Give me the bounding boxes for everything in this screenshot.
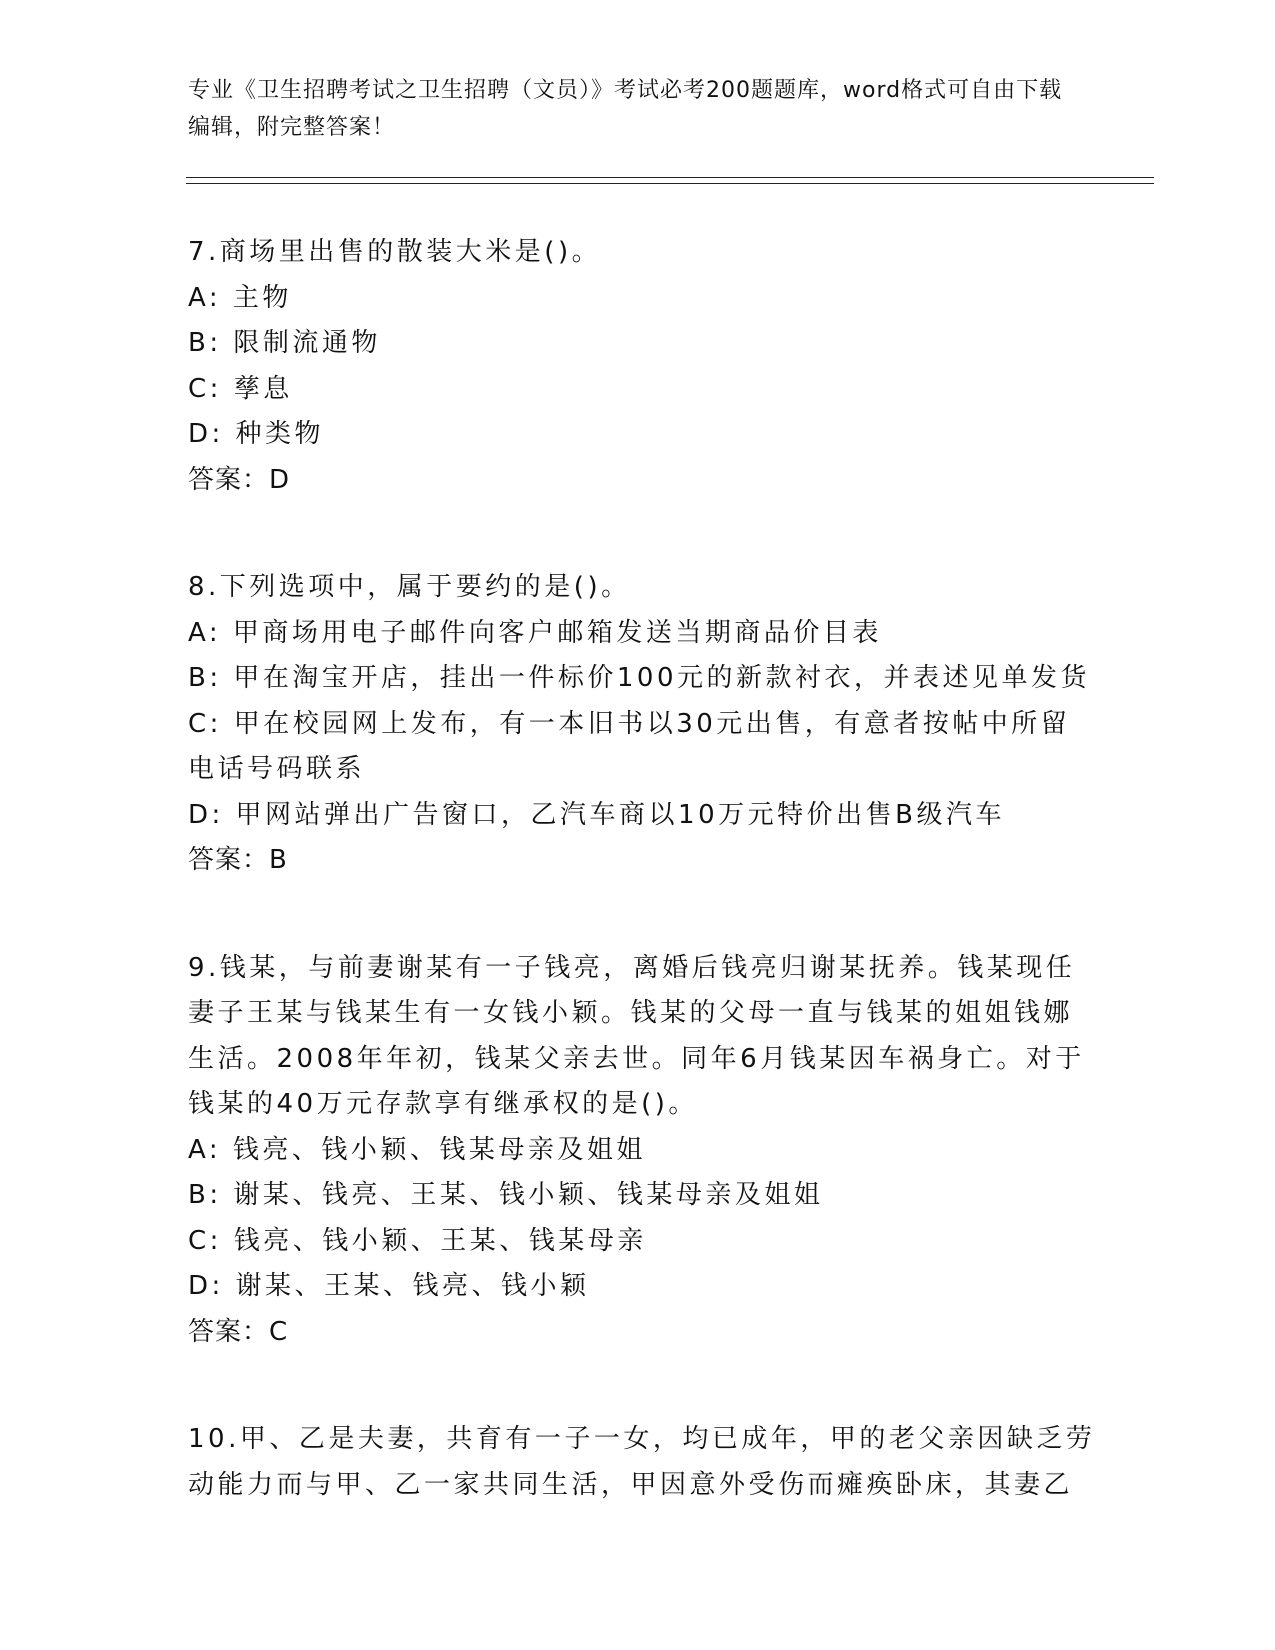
page-header xyxy=(188,72,1068,146)
answer: 答案：B xyxy=(188,845,288,875)
answer: 答案：D xyxy=(188,464,291,495)
option-c-continued: 电话号码联系 xyxy=(188,754,366,784)
question-stem-line: 9.钱某，与前妻谢某有一子钱亮，离婚后钱亮归谢某抚养。钱某现任 xyxy=(188,952,1076,983)
question-stem: 7.商场里出售的散装大米是()。 xyxy=(188,237,602,267)
answer: 答案：C xyxy=(188,1316,289,1347)
question-stem-line: 动能力而与甲、乙一家共同生活，甲因意外受伤而瘫痪卧床，其妻乙 xyxy=(188,1469,1074,1500)
option-a: A: 钱亮、钱小颖、钱某母亲及姐姐 xyxy=(188,1134,646,1165)
option-c: C: 钱亮、钱小颖、王某、钱某母亲 xyxy=(188,1225,647,1256)
option-b: B: 谢某、钱亮、王某、钱小颖、钱某母亲及姐姐 xyxy=(188,1180,824,1210)
header-divider-top xyxy=(186,177,1154,178)
option-a: A: 甲商场用电子邮件向客户邮箱发送当期商品价目表 xyxy=(188,617,882,648)
header-divider-bottom xyxy=(186,183,1154,184)
option-a: A: 主物 xyxy=(188,282,292,313)
header-text: 专业《卫生招聘考试之卫生招聘（文员）》考试必考200题题库，word格式可自由下载编辑，附完整答案！ xyxy=(188,78,1063,140)
question-8 xyxy=(188,565,1091,884)
question-stem-line: 妻子王某与钱某生有一女钱小颖。钱某的父母一直与钱某的姐姐钱娜 xyxy=(188,998,1074,1028)
option-b: B: 甲在淘宝开店，挂出一件标价100元的新款衬衣，并表述见单发货 xyxy=(188,663,1091,693)
option-d: D: 谢某、王某、钱亮、钱小颖 xyxy=(188,1271,590,1301)
option-d: D: 种类物 xyxy=(188,419,325,449)
option-c: C: 甲在校园网上发布，有一本旧书以30元出售，有意者按帖中所留 xyxy=(188,708,1071,739)
question-7 xyxy=(188,230,1088,503)
question-10 xyxy=(188,1417,1096,1508)
option-b: B: 限制流通物 xyxy=(188,328,381,358)
question-9 xyxy=(188,946,1088,1356)
question-stem-line: 钱某的40万元存款享有继承权的是()。 xyxy=(188,1089,698,1119)
option-d: D: 甲网站弹出广告窗口，乙汽车商以10万元特价出售B级汽车 xyxy=(188,799,1005,830)
question-list xyxy=(188,230,1096,1570)
question-stem-line: 生活。2008年年初，钱某父亲去世。同年6月钱某因车祸身亡。对于 xyxy=(188,1043,1085,1074)
option-c: C: 孳息 xyxy=(188,373,293,404)
question-stem: 8.下列选项中，属于要约的是()。 xyxy=(188,572,631,602)
question-stem-line: 10.甲、乙是夫妻，共育有一子一女，均已成年，甲的老父亲因缺乏劳 xyxy=(188,1424,1096,1454)
